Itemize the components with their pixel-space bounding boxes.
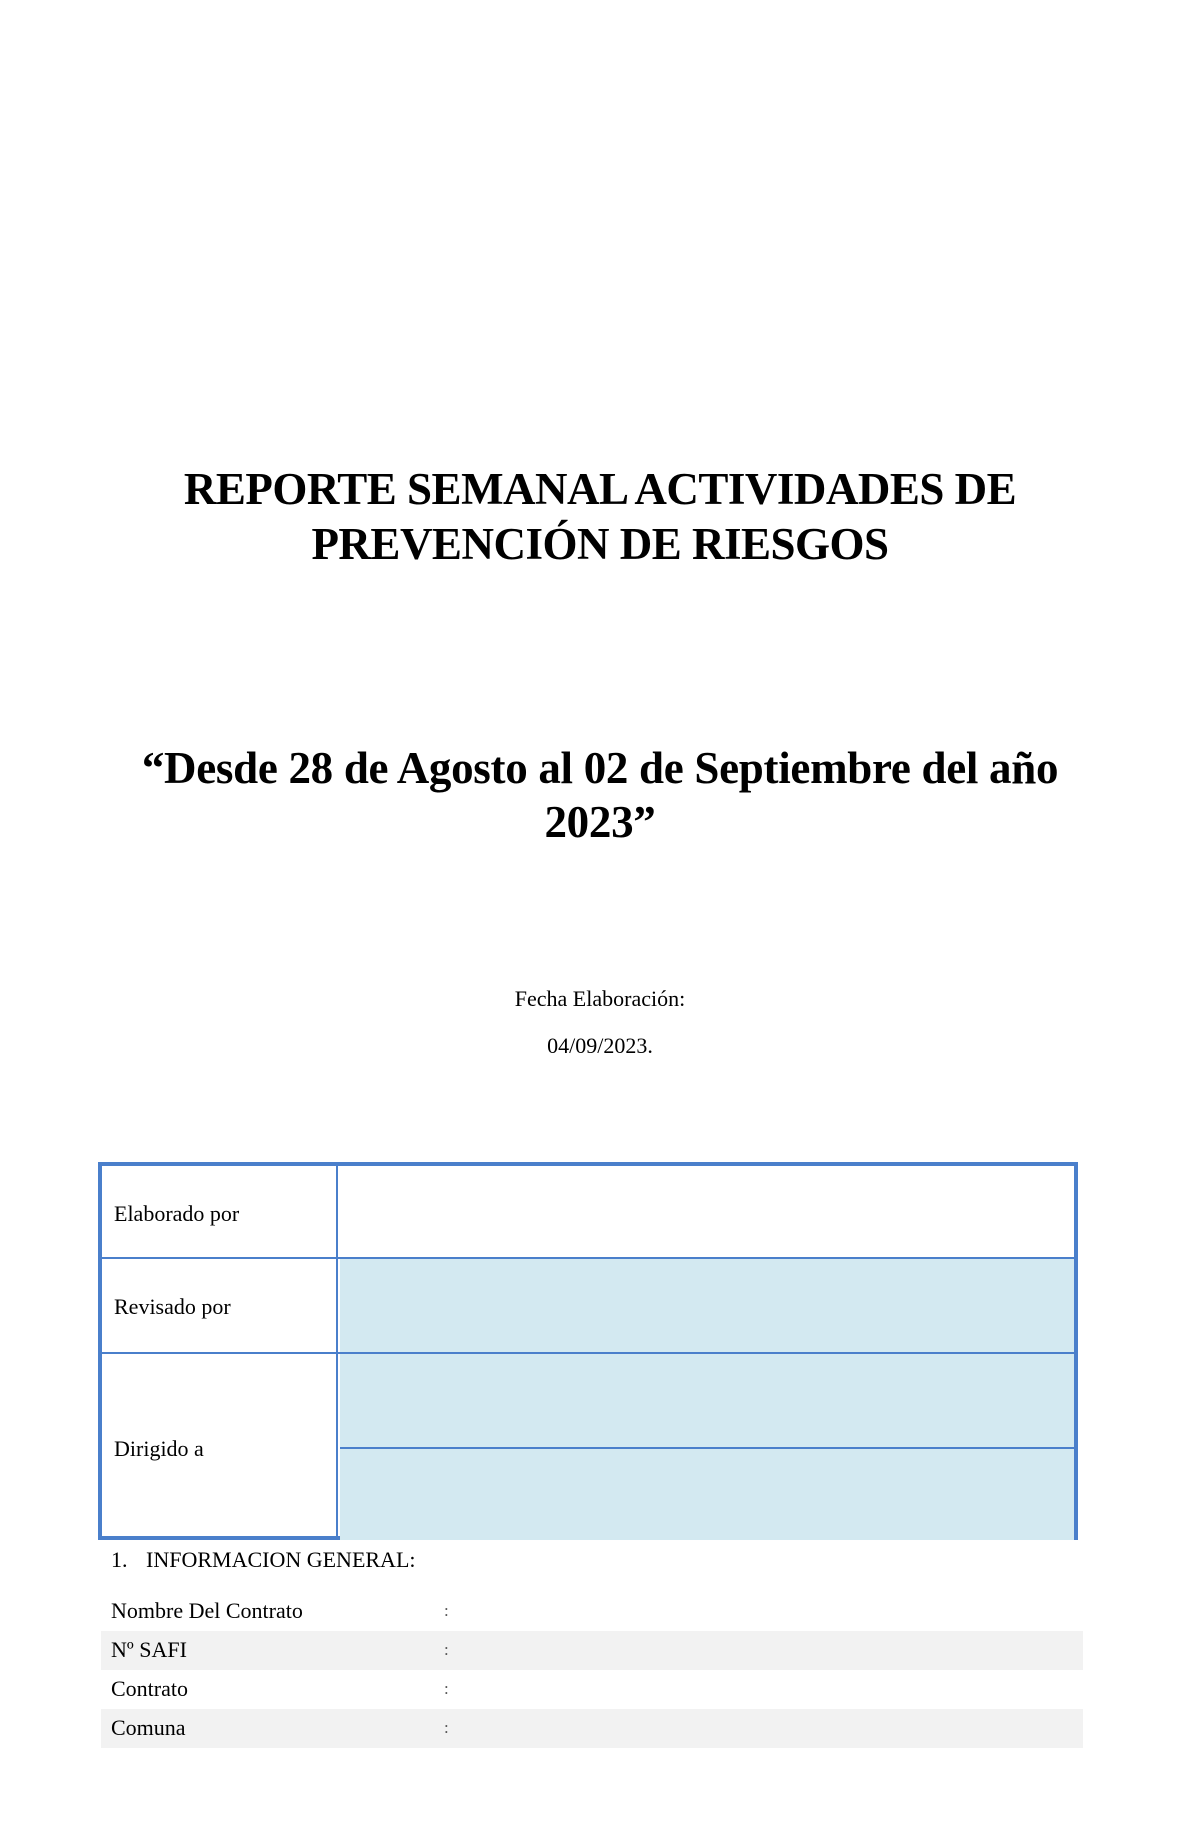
dirigido-label: Dirigido a bbox=[114, 1436, 204, 1461]
elaborado-value-cell[interactable] bbox=[340, 1166, 1074, 1258]
row-divider bbox=[102, 1257, 1074, 1259]
info-separator: : bbox=[444, 1718, 449, 1737]
period-line-2: 2023” bbox=[544, 797, 656, 847]
info-separator: : bbox=[444, 1679, 449, 1698]
info-row-contrato bbox=[101, 1670, 1083, 1709]
dirigido-value-cell-1[interactable] bbox=[340, 1353, 1074, 1448]
dirigido-value-cell-2[interactable] bbox=[340, 1448, 1074, 1540]
title-line-2: PREVENCIÓN DE RIESGOS bbox=[311, 519, 889, 569]
section-heading bbox=[111, 1547, 416, 1573]
fecha-elaboracion-value: 04/09/2023. bbox=[547, 1033, 653, 1058]
revisado-label: Revisado por bbox=[114, 1294, 231, 1319]
period-line-1: “Desde 28 de Agosto al 02 de Septiembre del año bbox=[141, 743, 1059, 793]
section-title: INFORMACION GENERAL: bbox=[146, 1547, 416, 1572]
info-label: Comuna bbox=[111, 1715, 186, 1740]
info-separator: : bbox=[444, 1601, 449, 1620]
general-info-list bbox=[101, 1592, 1083, 1748]
row-divider bbox=[102, 1352, 1074, 1354]
info-row-nombre-contrato bbox=[101, 1592, 1083, 1631]
revisado-value-cell[interactable] bbox=[340, 1258, 1074, 1353]
info-separator: : bbox=[444, 1640, 449, 1659]
page-title bbox=[0, 462, 1200, 572]
title-line-1: REPORTE SEMANAL ACTIVIDADES DE bbox=[183, 464, 1017, 514]
info-label: Contrato bbox=[111, 1676, 188, 1701]
report-period bbox=[0, 741, 1200, 849]
info-label: Nº SAFI bbox=[111, 1637, 187, 1662]
fecha-elaboracion-label: Fecha Elaboración: bbox=[514, 986, 686, 1011]
dirigido-divider bbox=[340, 1447, 1074, 1449]
info-row-comuna bbox=[101, 1709, 1083, 1748]
section-number: 1. bbox=[111, 1547, 128, 1572]
info-label: Nombre Del Contrato bbox=[111, 1598, 303, 1623]
approval-table bbox=[98, 1162, 1078, 1540]
info-row-safi bbox=[101, 1631, 1083, 1670]
elaborado-label: Elaborado por bbox=[114, 1201, 240, 1226]
